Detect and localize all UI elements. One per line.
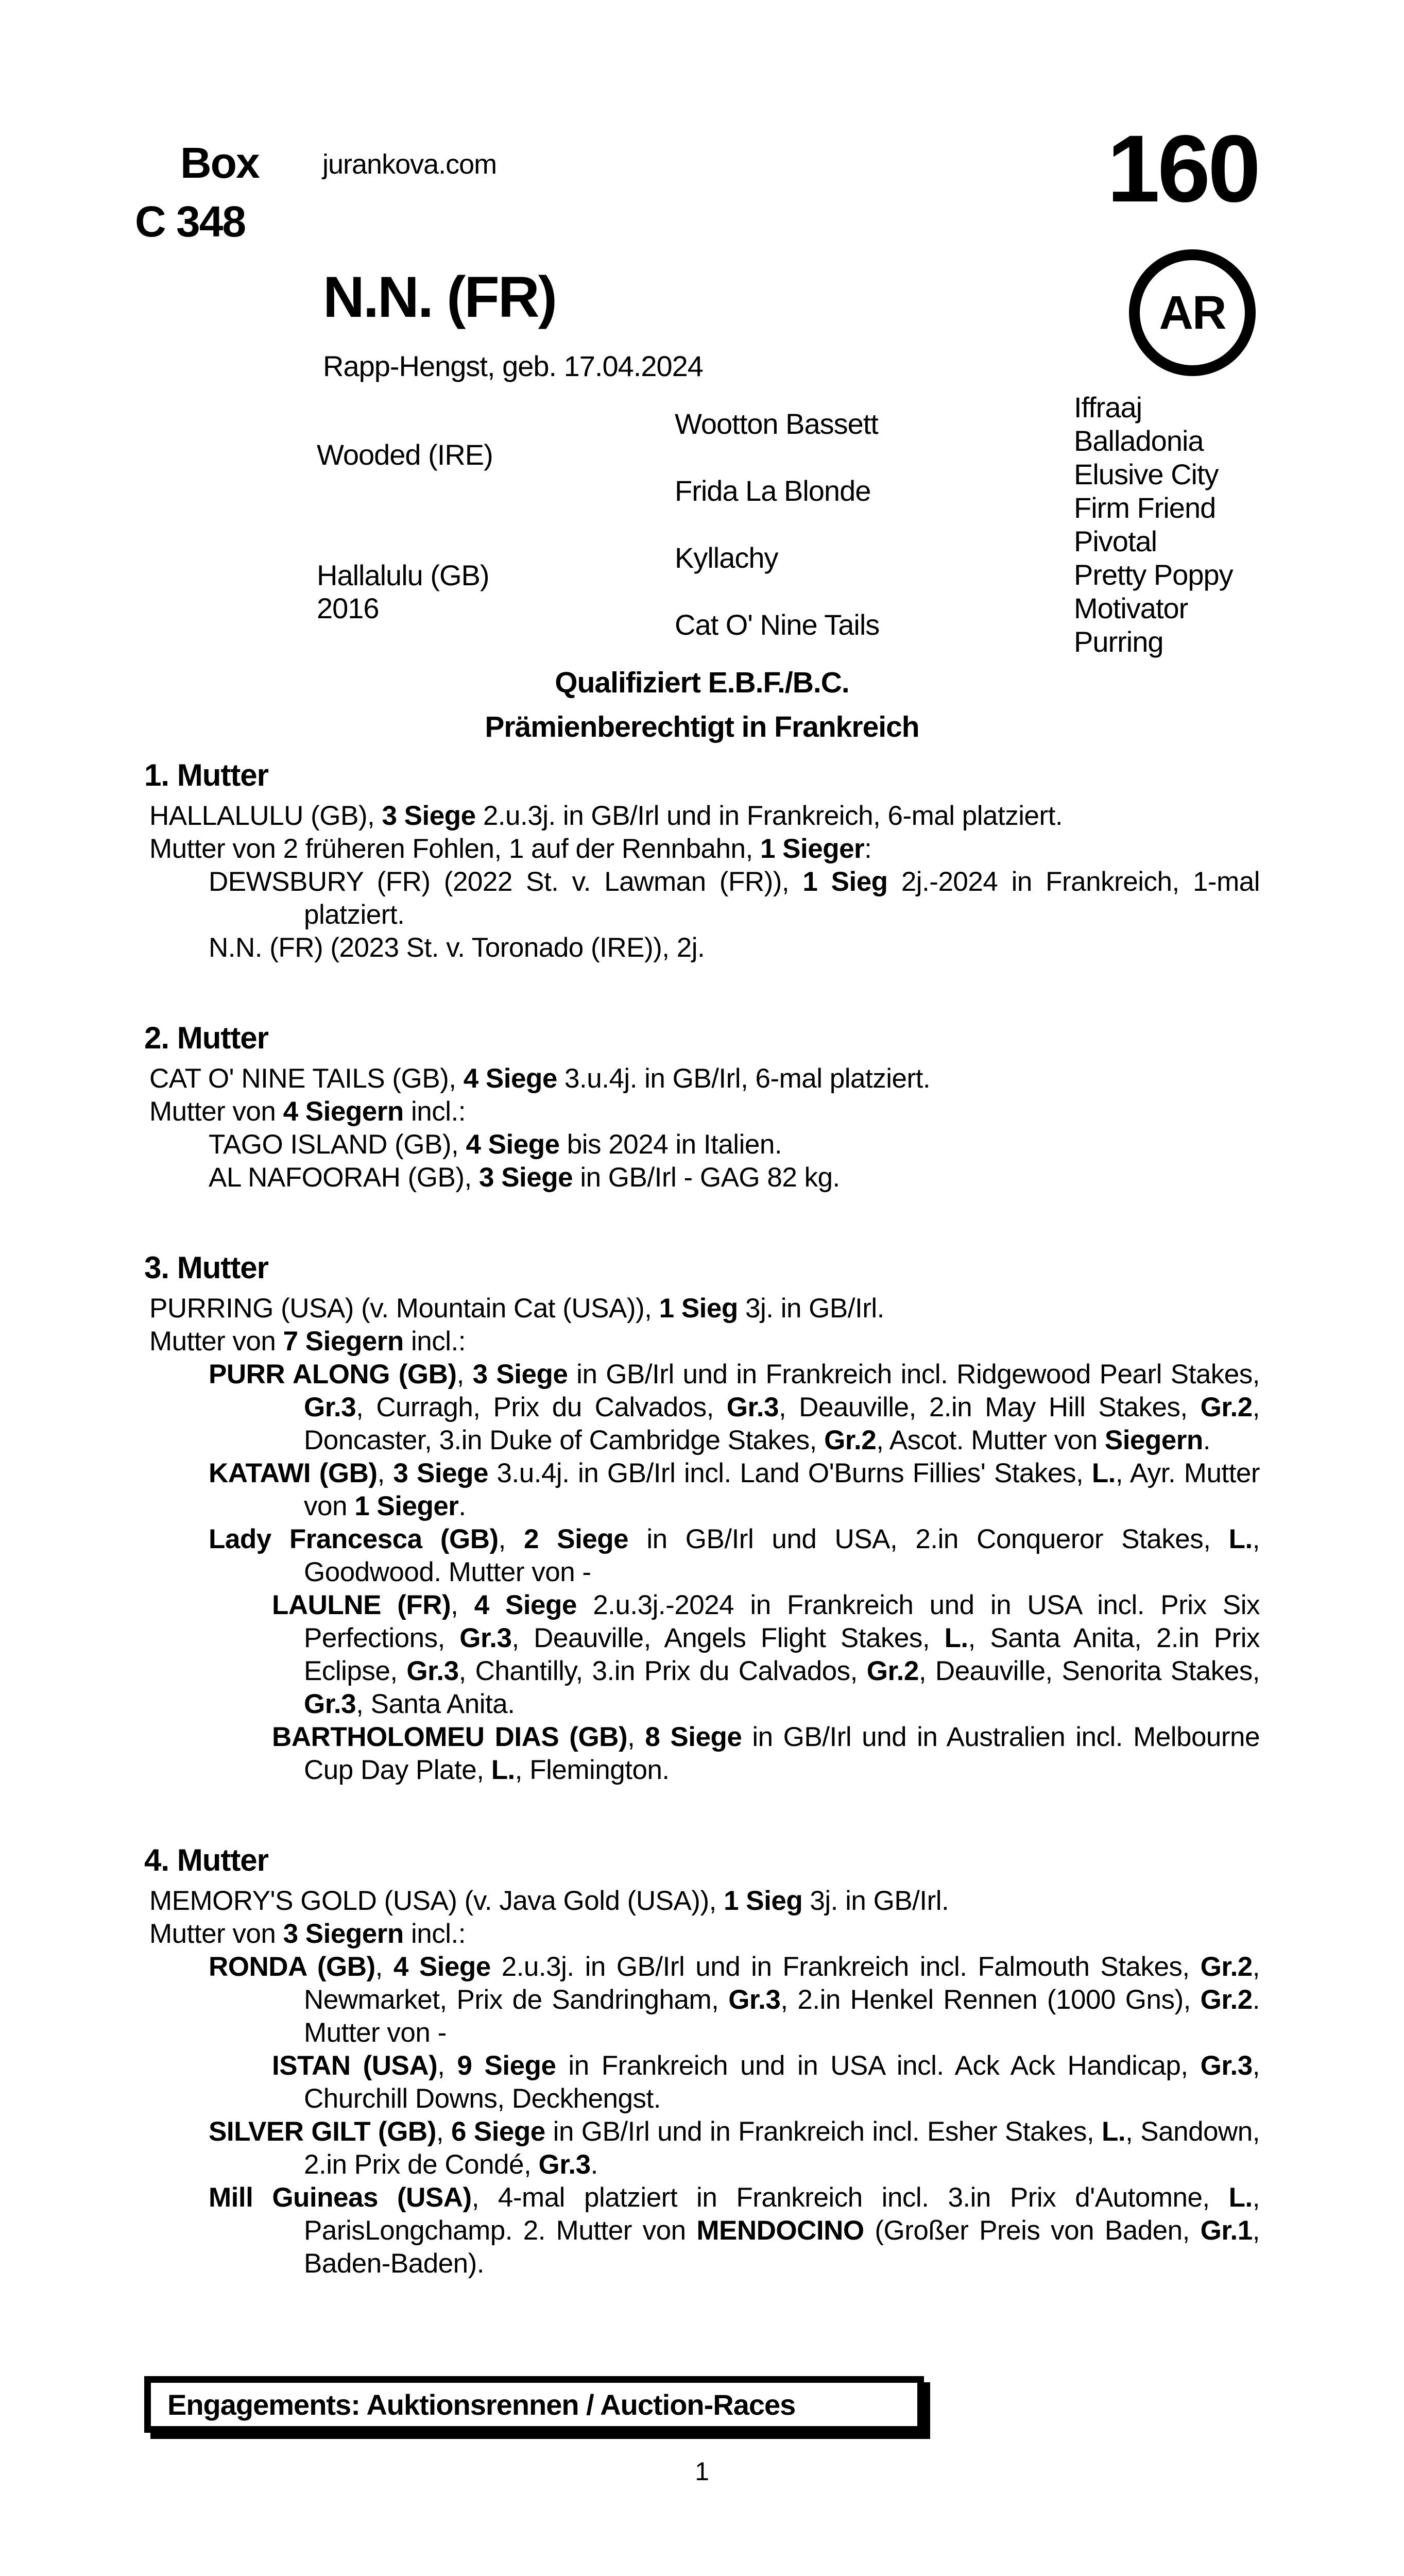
pedigree-note: MEMORY'S GOLD (USA) (v. Java Gold (USA)), 1 Sieg 3j. in GB/Irl. <box>149 1886 949 1916</box>
pedigree-sire-dam: Frida La Blonde <box>675 474 871 507</box>
pedigree-note: Mutter von 3 Siegern incl.: <box>149 1919 466 1949</box>
page-number: 1 <box>695 2457 709 2486</box>
mutter-section <box>144 1843 1260 2280</box>
box-number: C 348 <box>135 197 246 246</box>
ar-badge <box>1129 249 1256 376</box>
box-label: Box <box>180 139 259 187</box>
pedigree-ggp-8: Purring <box>1074 625 1163 658</box>
pedigree-note: SILVER GILT (GB), 6 Siege in GB/Irl und in Frankreich incl. Esher Stakes, L., Sandown, 2.in Prix de Condé, Gr.3. <box>209 2116 1260 2180</box>
pedigree-sire: Wooded (IRE) <box>317 438 493 471</box>
mutter-section <box>144 1251 1260 1787</box>
pedigree-note: PURR ALONG (GB), 3 Siege in GB/Irl und in Frankreich incl. Ridgewood Pearl Stakes, Gr.3, Curragh, Prix du Calvados, Gr.3, Deauville, 2.in May Hill Stakes, Gr.2, Doncaster, 3.in Duke of Cambridge Stakes, Gr.2, Ascot. Mutter von Siegern. <box>209 1359 1260 1455</box>
pedigree-note: Mutter von 7 Siegern incl.: <box>149 1326 466 1357</box>
pedigree-ggp-7: Motivator <box>1074 592 1188 624</box>
pedigree-ggp-5: Pivotal <box>1074 525 1157 557</box>
qualification-line-1: Qualifiziert E.B.F./B.C. <box>555 666 849 699</box>
pedigree-dam-sire: Kyllachy <box>675 541 778 574</box>
horse-title: N.N. (FR) <box>323 265 556 329</box>
pedigree-note: Mutter von 4 Siegern incl.: <box>149 1096 466 1127</box>
sections <box>144 758 1260 2280</box>
qualification-line-2: Prämienberechtigt in Frankreich <box>485 710 919 743</box>
pedigree-dam-dam: Cat O' Nine Tails <box>675 608 880 641</box>
pedigree-ggp-6: Pretty Poppy <box>1074 558 1233 591</box>
section-heading: 2. Mutter <box>144 1021 269 1055</box>
pedigree-note: PURRING (USA) (v. Mountain Cat (USA)), 1 Sieg 3j. in GB/Irl. <box>149 1293 884 1324</box>
pedigree-note: N.N. (FR) (2023 St. v. Toronado (IRE)), 2j. <box>209 933 705 963</box>
mutter-section <box>144 1021 1260 1194</box>
pedigree-note: BARTHOLOMEU DIAS (GB), 8 Siege in GB/Irl und in Australien incl. Melbourne Cup Day Plate, L., Flemington. <box>272 1722 1260 1785</box>
pedigree-note: CAT O' NINE TAILS (GB), 4 Siege 3.u.4j. in GB/Irl, 6-mal platziert. <box>149 1063 931 1094</box>
pedigree-note: Mutter von 2 früheren Fohlen, 1 auf der Rennbahn, 1 Sieger: <box>149 834 872 864</box>
engagements-box <box>144 2376 924 2433</box>
horse-subtitle: Rapp-Hengst, geb. 17.04.2024 <box>323 350 703 382</box>
website-link[interactable]: jurankova.com <box>322 149 497 180</box>
pedigree-ggp-3: Elusive City <box>1074 458 1219 490</box>
engagements-label: Engagements: Auktionsrennen / Auction-Races <box>167 2388 796 2421</box>
ar-badge-label: AR <box>1159 286 1226 339</box>
pedigree-ggp-4: Firm Friend <box>1074 492 1216 524</box>
pedigree-note: TAGO ISLAND (GB), 4 Siege bis 2024 in Italien. <box>209 1129 782 1160</box>
section-heading: 1. Mutter <box>144 758 269 792</box>
pedigree-note: Mill Guineas (USA), 4-mal platziert in Frankreich incl. 3.in Prix d'Automne, L., ParisLongchamp. 2. Mutter von MENDOCINO (Großer Preis von Baden, Gr.1, Baden-Baden). <box>209 2182 1260 2279</box>
pedigree-dam: Hallalulu (GB) <box>317 559 489 591</box>
pedigree-sire-sire: Wootton Bassett <box>675 408 878 440</box>
pedigree-dam-year: 2016 <box>317 592 379 624</box>
section-heading: 4. Mutter <box>144 1843 269 1877</box>
pedigree-note: DEWSBURY (FR) (2022 St. v. Lawman (FR)), 1 Sieg 2j.-2024 in Frankreich, 1-mal platziert. <box>209 867 1260 930</box>
pedigree-ggp-1: Iffraaj <box>1074 391 1142 423</box>
pedigree-note: RONDA (GB), 4 Siege 2.u.3j. in GB/Irl und in Frankreich incl. Falmouth Stakes, Gr.2, Newmarket, Prix de Sandringham, Gr.3, 2.in Henkel Rennen (1000 Gns), Gr.2. Mutter von - <box>209 1952 1260 2048</box>
pedigree-ggp-2: Balladonia <box>1074 425 1204 457</box>
section-heading: 3. Mutter <box>144 1250 269 1285</box>
pedigree-note: ISTAN (USA), 9 Siege in Frankreich und in USA incl. Ack Ack Handicap, Gr.3, Churchill Downs, Deckhengst. <box>272 2050 1260 2114</box>
mutter-section <box>144 758 1260 964</box>
lot-number: 160 <box>1107 116 1258 222</box>
pedigree-note: Lady Francesca (GB), 2 Siege in GB/Irl und USA, 2.in Conqueror Stakes, L., Goodwood. Mutter von - <box>209 1524 1260 1587</box>
pedigree-note: HALLALULU (GB), 3 Siege 2.u.3j. in GB/Irl und in Frankreich, 6-mal platziert. <box>149 801 1063 831</box>
pedigree-note: LAULNE (FR), 4 Siege 2.u.3j.-2024 in Frankreich und in USA incl. Prix Six Perfections, Gr.3, Deauville, Angels Flight Stakes, L., Santa Anita, 2.in Prix Eclipse, Gr.3, Chantilly, 3.in Prix du Calvados, Gr.2, Deauville, Senorita Stakes, Gr.3, Santa Anita. <box>272 1590 1260 1719</box>
pedigree-note: KATAWI (GB), 3 Siege 3.u.4j. in GB/Irl incl. Land O'Burns Fillies' Stakes, L., Ayr. Mutter von 1 Sieger. <box>209 1458 1260 1521</box>
pedigree-note: AL NAFOORAH (GB), 3 Siege in GB/Irl - GAG 82 kg. <box>209 1162 840 1193</box>
